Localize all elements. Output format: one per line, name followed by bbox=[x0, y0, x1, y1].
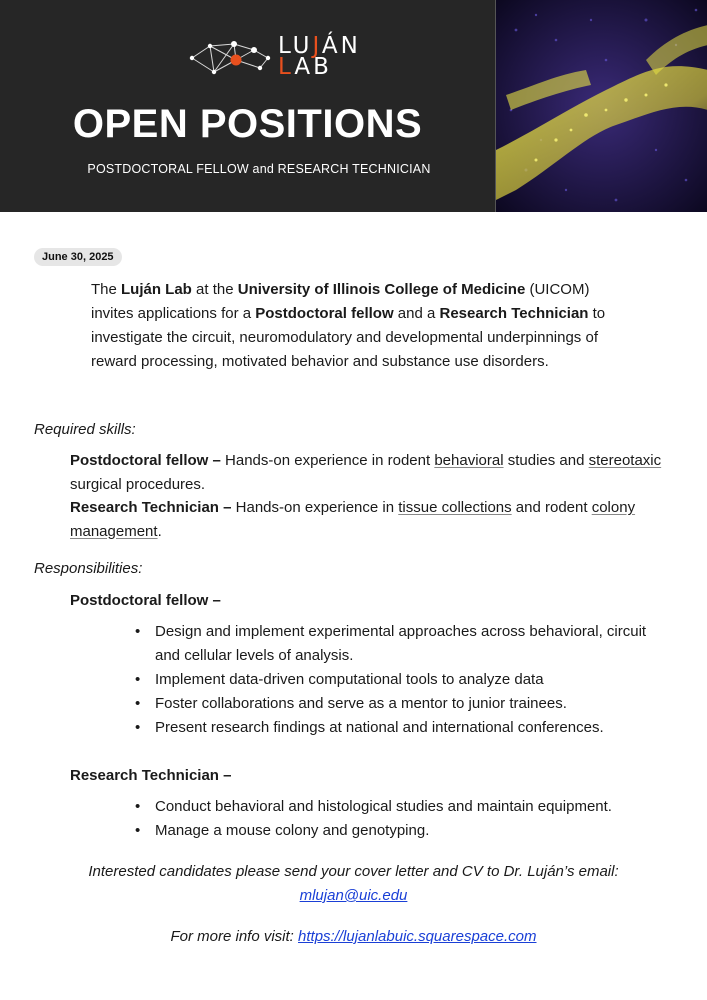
intro-paragraph: The Luján Lab at the University of Illinois College of Medicine (UICOM) invites applications for a Postdoctoral fellow and a Research Technician to investigate the circuit, neuromodulatory and developmental underpinnings of reward processing, motivated behavior and substance use disorders. bbox=[91, 281, 606, 370]
skill-postdoc: Postdoctoral fellow – Hands-on experience in rodent behavioral studies and stereotaxic surgical procedures. bbox=[70, 452, 662, 493]
network-icon bbox=[188, 36, 278, 80]
postdoc-responsibilities-list bbox=[155, 620, 675, 740]
hero-panel bbox=[0, 0, 495, 212]
required-skills-list bbox=[70, 449, 670, 543]
application-instructions: Interested candidates please send your cover letter and CV to Dr. Luján’s email: bbox=[88, 863, 619, 880]
lab-logo bbox=[188, 33, 428, 86]
postdoc-responsibilities-label: Postdoctoral fellow – bbox=[70, 592, 221, 609]
list-item: • Implement data-driven computational tools to analyze data bbox=[155, 668, 675, 692]
website-link[interactable]: https://lujanlabuic.squarespace.com bbox=[298, 928, 537, 945]
list-item: • Conduct behavioral and histological studies and maintain equipment. bbox=[155, 795, 675, 819]
microscopy-image bbox=[495, 0, 707, 212]
logo-wordmark: LUJÁN LAB bbox=[278, 33, 361, 80]
required-skills-heading: Required skills: bbox=[34, 421, 136, 438]
page-subtitle: POSTDOCTORAL FELLOW and RESEARCH TECHNICIAN bbox=[87, 162, 431, 176]
date-badge: June 30, 2025 bbox=[34, 248, 122, 266]
email-link[interactable]: mlujan@uic.edu bbox=[299, 887, 408, 904]
more-info-line: For more info visit: https://lujanlabuic.squarespace.com bbox=[170, 928, 537, 945]
technician-responsibilities-list bbox=[155, 795, 675, 843]
responsibilities-heading: Responsibilities: bbox=[34, 560, 143, 577]
technician-responsibilities-label: Research Technician – bbox=[70, 767, 232, 784]
list-item: • Manage a mouse colony and genotyping. bbox=[155, 819, 675, 843]
header-banner bbox=[0, 0, 707, 212]
list-item: • Present research findings at national and international conferences. bbox=[155, 716, 675, 740]
skill-technician: Research Technician – Hands-on experience in tissue collections and rodent colony management. bbox=[70, 499, 636, 540]
list-item: • Design and implement experimental approaches across behavioral, circuit and cellular levels of analysis. bbox=[155, 620, 675, 668]
list-item: • Foster collaborations and serve as a mentor to junior trainees. bbox=[155, 692, 675, 716]
email-line bbox=[0, 884, 707, 908]
page-title: OPEN POSITIONS bbox=[72, 102, 423, 146]
